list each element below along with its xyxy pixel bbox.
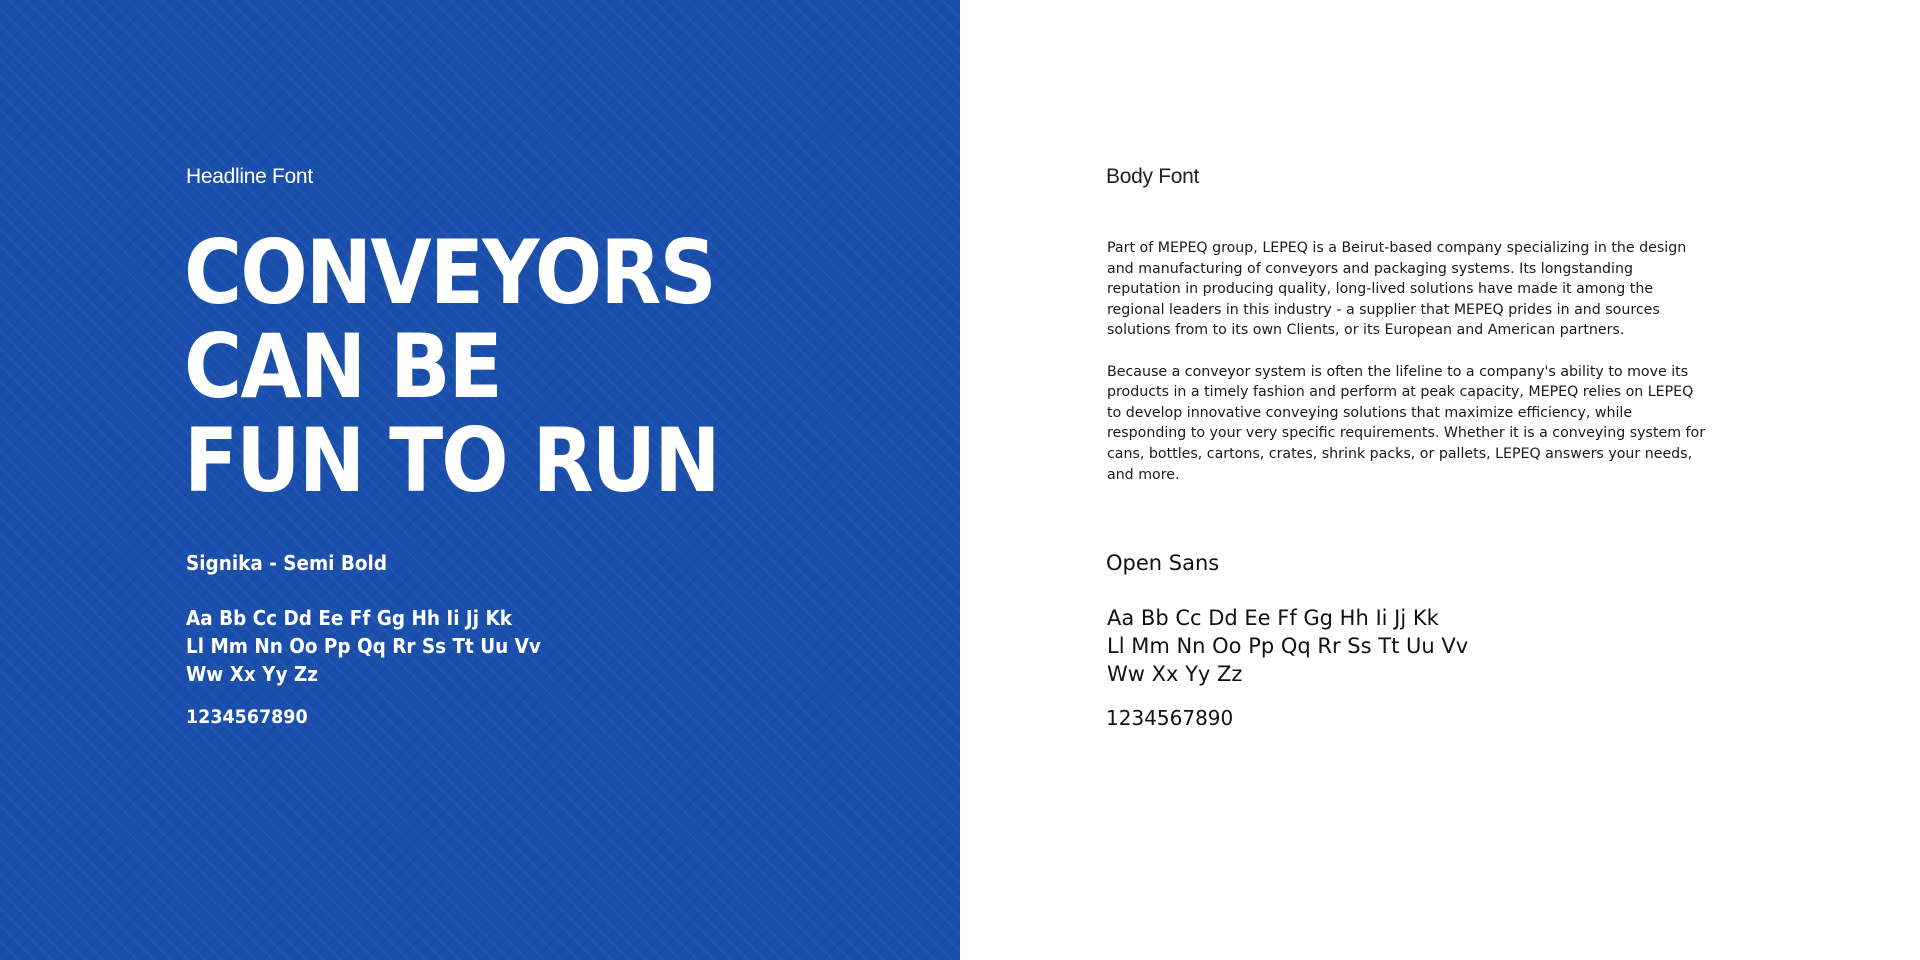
headline-alphabet-sample [186,604,541,688]
body-copy-sample [1107,238,1707,506]
body-alphabet-line-2: Ll Mm Nn Oo Pp Qq Rr Ss Tt Uu Vv [1107,634,1469,658]
body-paragraph-1: Part of MEPEQ group, LEPEQ is a Beirut-based company specializing in the design and manufacturing of conveyors and packaging systems. Its longstanding reputation in producing quality, long-lived solutions have made it among the regional leaders in this industry - a supplier that MEPEQ prides in and sources solutions from to its own Clients, or its European and American partners. [1107,240,1687,339]
headline-line-1: CONVEYORS [184,221,715,324]
headline-font-name: Signika - Semi Bold [186,551,388,575]
body-font-name: Open Sans [1106,551,1220,575]
body-alphabet-sample [1107,604,1468,688]
headline-font-label: Headline Font [186,165,313,188]
body-alphabet-line-3: Ww Xx Yy Zz [1107,662,1243,686]
headline-alphabet-line-1: Aa Bb Cc Dd Ee Ff Gg Hh Ii Jj Kk [186,606,512,630]
headline-alphabet-line-2: Ll Mm Nn Oo Pp Qq Rr Ss Tt Uu Vv [186,634,541,658]
body-alphabet-line-1: Aa Bb Cc Dd Ee Ff Gg Hh Ii Jj Kk [1107,606,1439,630]
headline-sample [184,221,719,512]
headline-alphabet-line-3: Ww Xx Yy Zz [186,662,318,686]
headline-line-3: FUN TO RUN [184,409,719,512]
body-numerals-sample: 1234567890 [1106,706,1234,730]
body-font-panel [960,0,1920,960]
headline-line-2: CAN BE [184,315,501,418]
body-paragraph-2: Because a conveyor system is often the lifeline to a company's ability to move its products in a timely fashion and perform at peak capacity, MEPEQ relies on LEPEQ to develop innovative conveying solutions that maximize efficiency, while responding to your very specific requirements. Whether it is a conveying system for cans, bottles, cartons, crates, shrink packs, or pallets, LEPEQ answers your needs, and more. [1107,363,1706,483]
body-font-label: Body Font [1106,165,1200,188]
headline-numerals-sample: 1234567890 [186,706,308,728]
